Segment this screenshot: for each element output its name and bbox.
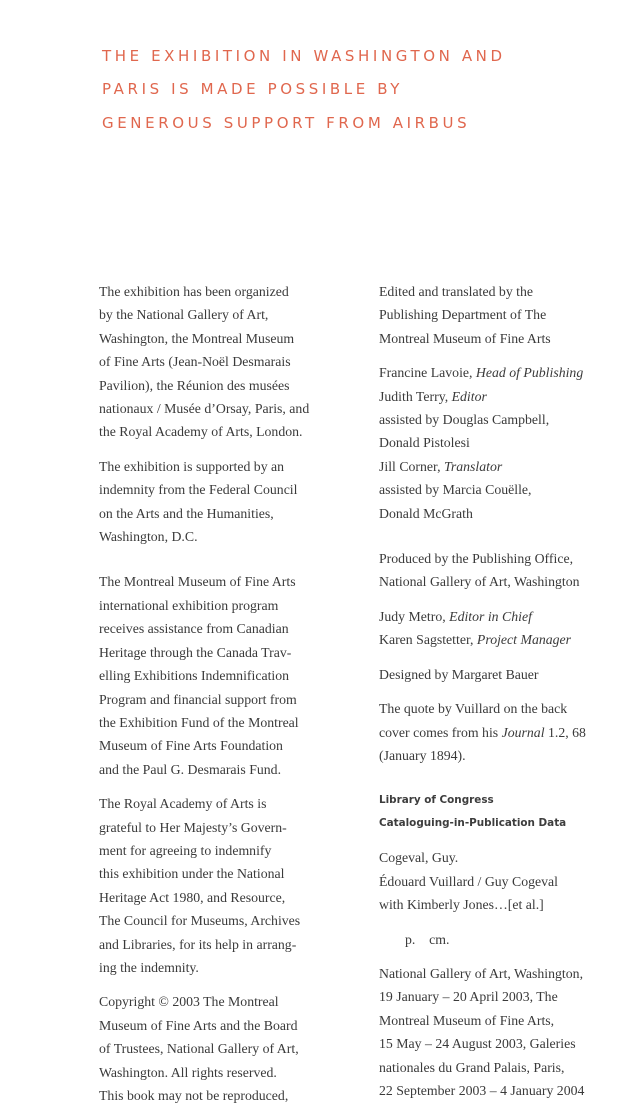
- text-line: Donald McGrath: [379, 505, 473, 521]
- quote-reference: 1.2, 68: [544, 724, 586, 740]
- credit-name: Jill Corner,: [379, 458, 444, 474]
- credit-role: Translator: [443, 458, 503, 474]
- copyright-paragraph: [99, 990, 357, 1107]
- montreal-program-paragraph: [99, 570, 357, 781]
- text-line: nationales du Grand Palais, Paris,: [379, 1059, 565, 1075]
- indemnity-paragraph: [99, 455, 357, 549]
- quote-source-paragraph: [379, 697, 637, 767]
- text-line: grateful to Her Majesty’s Govern-: [99, 819, 287, 835]
- text-line: Produced by the Publishing Office,: [379, 551, 574, 567]
- credit-corner: [379, 455, 637, 478]
- credit-role: Head of Publishing: [475, 365, 584, 381]
- text-line: Washington, D.C.: [99, 529, 198, 545]
- text-line: with Kimberly Jones…[et al.]: [379, 897, 544, 913]
- text-line: Publishing Department of The: [379, 307, 547, 323]
- text-line: Museum of Fine Arts Foundation: [99, 738, 283, 754]
- text-line: this exhibition under the National: [99, 866, 285, 882]
- sponsor-line-2: PARIS IS MADE POSSIBLE BY: [102, 80, 404, 99]
- text-line: assisted by Douglas Campbell,: [379, 412, 550, 428]
- quote-text: cover comes from his: [379, 724, 502, 740]
- text-line: Designed by Margaret Bauer: [379, 666, 539, 682]
- text-line: Donald Pistolesi: [379, 435, 470, 451]
- credit-name: Francine Lavoie,: [379, 365, 476, 381]
- text-line: The Royal Academy of Arts is: [99, 796, 267, 812]
- text-line: (January 1894).: [379, 747, 466, 763]
- text-line: Museum of Fine Arts and the Board: [99, 1017, 298, 1033]
- text-line: The Montreal Museum of Fine Arts: [99, 574, 296, 590]
- cip-heading-line: Library of Congress: [379, 794, 494, 807]
- text-line: This book may not be reproduced,: [99, 1088, 289, 1103]
- produced-by-paragraph: [379, 547, 637, 594]
- text-line: Washington, the Montreal Museum: [99, 330, 295, 346]
- text-line: indemnity from the Federal Council: [99, 482, 298, 498]
- text-line: National Gallery of Art, Washington,: [379, 965, 584, 981]
- credit-role: Editor: [451, 388, 487, 404]
- text-line: elling Exhibitions Indemnification: [99, 668, 290, 684]
- journal-title: Journal: [501, 724, 545, 740]
- text-line: and Libraries, for its help in arrang-: [99, 936, 297, 952]
- organizers-paragraph: [99, 280, 357, 444]
- publishing-staff-paragraph: [379, 605, 637, 652]
- text-line: international exhibition program: [99, 597, 279, 613]
- credit-name: Karen Sagstetter,: [379, 632, 477, 648]
- text-line: Washington. All rights reserved.: [99, 1064, 277, 1080]
- text-line: Heritage through the Canada Trav-: [99, 644, 292, 660]
- text-line: the Exhibition Fund of the Montreal: [99, 714, 299, 730]
- text-line: Pavilion), the Réunion des musées: [99, 377, 290, 393]
- text-line: 15 May – 24 August 2003, Galeries: [379, 1036, 576, 1052]
- text-line: of Trustees, National Gallery of Art,: [99, 1041, 299, 1057]
- text-line: Edited and translated by the: [379, 284, 534, 299]
- edited-by-paragraph: [379, 280, 637, 350]
- cip-pagination: [379, 928, 637, 951]
- cip-heading: [379, 789, 637, 835]
- text-line: Heritage Act 1980, and Resource,: [99, 889, 286, 905]
- text-line: and the Paul G. Desmarais Fund.: [99, 761, 282, 777]
- text-line: receives assistance from Canadian: [99, 621, 289, 637]
- text-line: Montreal Museum of Fine Arts,: [379, 1012, 555, 1028]
- text-line: National Gallery of Art, Washington: [379, 574, 580, 590]
- cip-heading-line: Cataloguing-in-Publication Data: [379, 817, 567, 830]
- designer-paragraph: [379, 663, 637, 686]
- sponsor-credit: [102, 40, 622, 140]
- cip-venues-paragraph: [379, 962, 637, 1102]
- text-line: ing the indemnity.: [99, 959, 199, 975]
- text-line: Cogeval, Guy.: [379, 850, 459, 866]
- credit-lavoie: [379, 361, 637, 384]
- text-line: Program and financial support from: [99, 691, 297, 707]
- royal-academy-paragraph: [99, 792, 357, 979]
- credit-name: Judy Metro,: [379, 608, 450, 624]
- credit-terry: [379, 385, 637, 408]
- text-line: The exhibition is supported by an: [99, 458, 285, 474]
- pages-cm-line: p. cm.: [405, 931, 450, 947]
- credit-metro: [379, 605, 637, 628]
- credit-name: Judith Terry,: [379, 388, 452, 404]
- text-line: nationaux / Musée d’Orsay, Paris, and: [99, 401, 310, 417]
- text-line: on the Arts and the Humanities,: [99, 505, 274, 521]
- text-line: the Royal Academy of Arts, London.: [99, 424, 303, 440]
- text-line: The exhibition has been organized: [99, 284, 289, 299]
- left-column: [99, 280, 357, 1118]
- right-column: [379, 280, 637, 1113]
- text-line: The Council for Museums, Archives: [99, 913, 301, 929]
- quote-citation-line: [379, 721, 637, 744]
- text-line: Montreal Museum of Fine Arts: [379, 330, 551, 346]
- text-line: 19 January – 20 April 2003, The: [379, 989, 558, 1005]
- text-line: The quote by Vuillard on the back: [379, 701, 568, 717]
- credit-role: Editor in Chief: [449, 608, 532, 624]
- text-line: 22 September 2003 – 4 January 2004: [379, 1082, 585, 1098]
- cip-author-paragraph: [379, 846, 637, 916]
- text-line: Copyright © 2003 The Montreal: [99, 994, 279, 1010]
- sponsor-line-3: GENEROUS SUPPORT FROM AIRBUS: [102, 113, 471, 132]
- text-line: by the National Gallery of Art,: [99, 307, 269, 323]
- credit-sagstetter: [379, 628, 637, 651]
- text-line: assisted by Marcia Couëlle,: [379, 482, 532, 498]
- text-line: of Fine Arts (Jean-Noël Desmarais: [99, 354, 291, 370]
- editorial-staff-paragraph: [379, 361, 637, 525]
- sponsor-line-1: THE EXHIBITION IN WASHINGTON AND: [102, 47, 506, 65]
- text-line: Édouard Vuillard / Guy Cogeval: [379, 873, 559, 889]
- credit-role: Project Manager: [476, 632, 572, 648]
- text-line: ment for agreeing to indemnify: [99, 842, 272, 858]
